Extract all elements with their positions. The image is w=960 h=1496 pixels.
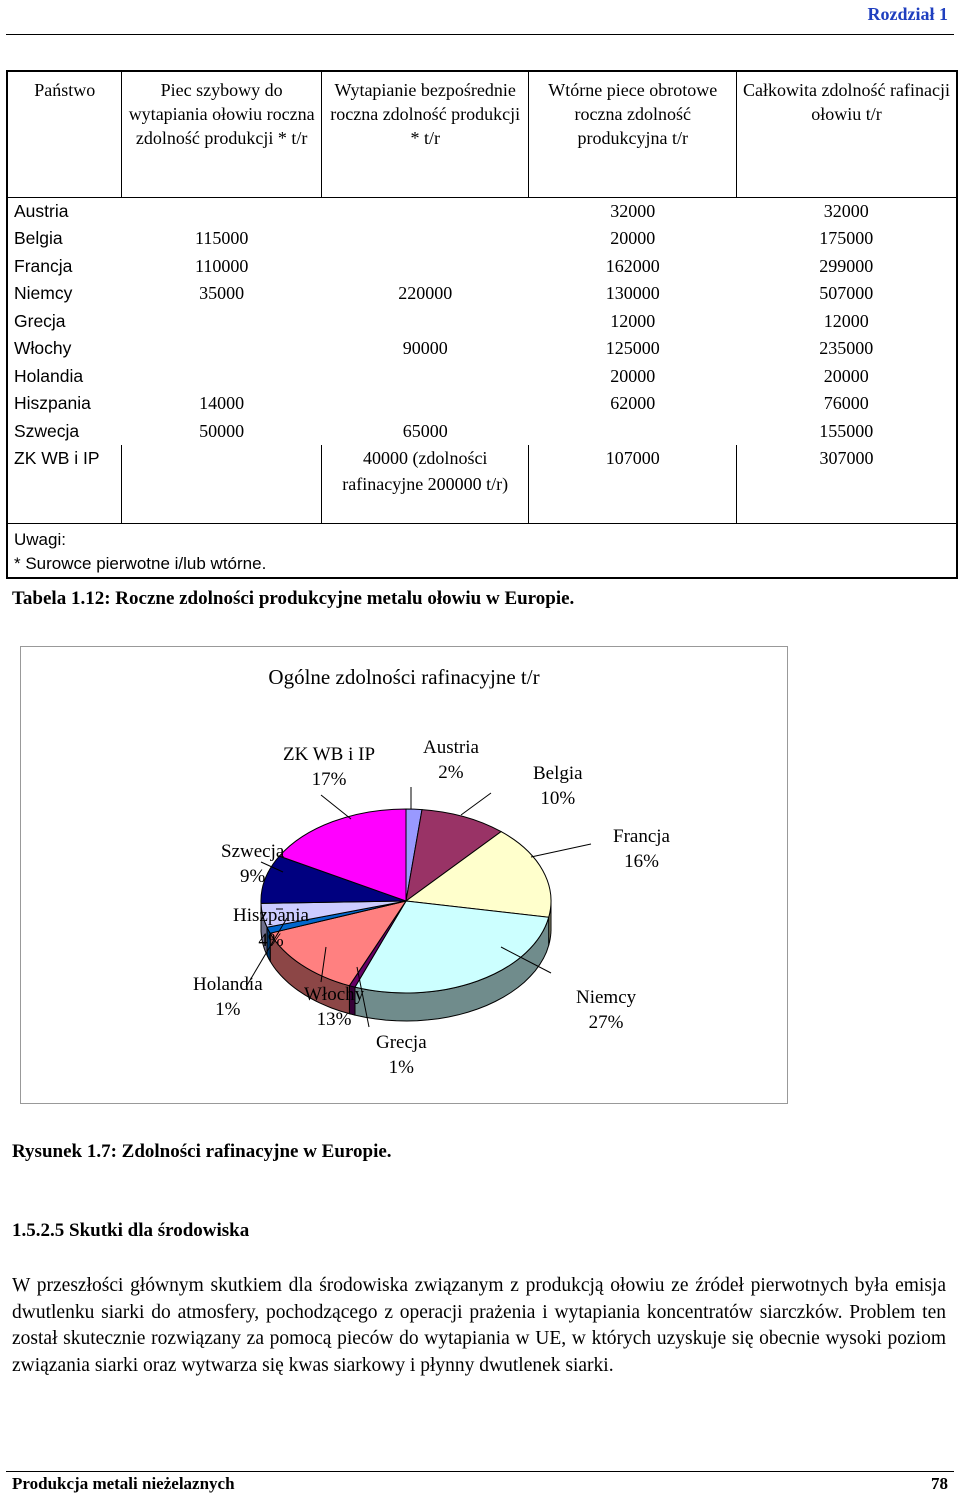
slice-name: Hiszpania xyxy=(233,905,309,926)
value-cell: 307000 xyxy=(737,445,957,524)
value-cell: 220000 xyxy=(398,283,453,303)
slice-label xyxy=(376,1030,427,1080)
value-cell: 162000 xyxy=(605,255,660,276)
footer-rule xyxy=(6,1471,954,1472)
country-cell: Niemcy xyxy=(14,283,73,303)
slice-percent: 9% xyxy=(239,866,266,887)
section-title: 1.5.2.5 Skutki dla środowiska xyxy=(12,1220,250,1241)
slice-percent: 27% xyxy=(588,1012,624,1033)
country-cell: Holandia xyxy=(14,365,84,386)
slice-name: ZK WB i IP xyxy=(283,744,376,765)
country-cell: Włochy xyxy=(14,338,72,358)
value-cell xyxy=(122,363,322,391)
header-shaft-furnace: Piec szybowy do wytapiania ołowiu roczna zdolność produkcji * t/r xyxy=(122,71,322,197)
value-cell: 32000 xyxy=(610,200,656,221)
value-cell: 12000 xyxy=(823,310,869,331)
slice-percent: 1% xyxy=(215,999,241,1020)
table-row xyxy=(7,390,957,418)
table-row xyxy=(7,280,957,308)
slice-leader-line xyxy=(321,795,351,819)
value-cell: 115000 xyxy=(194,228,249,248)
page-number: 78 xyxy=(931,1474,948,1493)
value-cell: 110000 xyxy=(194,255,249,276)
header-rule xyxy=(6,34,954,35)
slice-leader-line xyxy=(531,844,591,857)
value-cell: 76000 xyxy=(823,393,869,413)
slice-percent: 13% xyxy=(316,1009,352,1030)
header-total-capacity: Całkowita zdolność rafinacji ołowiu t/r xyxy=(737,71,957,197)
table-row xyxy=(7,197,957,225)
value-cell xyxy=(122,335,322,363)
footer-title: Produkcja metali nieżelaznych xyxy=(12,1474,235,1493)
slice-label xyxy=(423,735,479,785)
pie-chart-frame xyxy=(20,646,788,1104)
value-cell: 65000 xyxy=(402,420,448,441)
value-cell: 62000 xyxy=(610,393,656,413)
slice-label xyxy=(576,985,636,1035)
slice-name: Niemcy xyxy=(576,987,637,1008)
table-row xyxy=(7,363,957,391)
slice-label xyxy=(283,742,375,792)
table-row xyxy=(7,335,957,363)
value-cell xyxy=(529,418,737,446)
value-cell: 507000 xyxy=(819,283,874,303)
slice-label xyxy=(304,982,364,1032)
capacity-table xyxy=(6,70,958,579)
slice-percent: 4% xyxy=(258,930,284,951)
value-cell: 130000 xyxy=(605,283,660,303)
note-text: * Surowce pierwotne i/lub wtórne. xyxy=(14,554,267,573)
table-caption: Tabela 1.12: Roczne zdolności produkcyjne metalu ołowiu w Europie. xyxy=(12,588,575,609)
country-cell: Austria xyxy=(14,200,69,221)
value-cell xyxy=(122,445,322,524)
slice-name: Austria xyxy=(423,737,479,758)
chart-title: Ogólne zdolności rafinacyjne t/r xyxy=(268,665,540,689)
slice-name: Belgia xyxy=(533,763,583,784)
value-cell xyxy=(321,308,529,336)
value-cell xyxy=(122,308,322,336)
slice-percent: 17% xyxy=(311,769,347,790)
table-row xyxy=(7,445,957,524)
value-cell: 155000 xyxy=(819,420,874,441)
value-cell: 20000 xyxy=(823,365,869,386)
country-cell: Hiszpania xyxy=(14,393,91,413)
slice-leader-line xyxy=(461,793,491,815)
table-row xyxy=(7,225,957,253)
table-note-row xyxy=(7,524,957,579)
value-cell: 175000 xyxy=(819,228,874,248)
country-cell: Grecja xyxy=(14,310,66,331)
slice-label xyxy=(533,761,583,811)
value-cell: 20000 xyxy=(610,365,656,386)
country-cell: Francja xyxy=(14,255,73,276)
slice-label xyxy=(221,839,284,889)
slice-name: Włochy xyxy=(304,984,365,1005)
chapter-header: Rozdział 1 xyxy=(867,4,948,24)
value-cell: 40000 (zdolności rafinacyjne 200000 t/r) xyxy=(321,445,529,524)
value-cell: 299000 xyxy=(819,255,874,276)
slice-percent: 16% xyxy=(624,851,659,872)
section-paragraph: W przeszłości głównym skutkiem dla środowiska związanym z produkcją ołowiu ze źródeł pierwotnych była emisja dwutlenku siarki do atmosfery, pochodzącego z operacji prażenia i wytapiania koncentratów siarczków. Problem ten został skutecznie rozwiązany za pomocą pieców do wytapiania w UE, w których uzyskuje się obecnie wysoki poziom związania siarki oraz wytwarza się kwas siarkowy i płynny dwutlenek siarki. xyxy=(12,1275,946,1376)
value-cell xyxy=(321,363,529,391)
value-cell: 90000 xyxy=(402,338,448,358)
country-cell: Belgia xyxy=(14,228,63,248)
value-cell: 125000 xyxy=(605,338,660,358)
slice-name: Grecja xyxy=(376,1032,427,1053)
value-cell: 12000 xyxy=(610,310,656,331)
value-cell: 235000 xyxy=(819,338,874,358)
header-country: Państwo xyxy=(7,71,122,197)
slice-name: Szwecja xyxy=(221,841,285,862)
value-cell: 14000 xyxy=(199,393,245,413)
header-direct-smelting: Wytapianie bezpośrednie roczna zdolność produkcji * t/r xyxy=(321,71,529,197)
country-cell: Szwecja xyxy=(14,420,80,441)
value-cell: 50000 xyxy=(199,420,245,441)
value-cell xyxy=(321,390,529,418)
header-secondary-furnaces: Wtórne piece obrotowe roczna zdolność produkcyjna t/r xyxy=(529,71,737,197)
table-row xyxy=(7,308,957,336)
value-cell: 32000 xyxy=(823,200,869,221)
slice-label xyxy=(613,824,670,874)
slice-label xyxy=(193,972,263,1022)
value-cell xyxy=(321,197,529,225)
value-cell xyxy=(321,253,529,281)
slice-name: Francja xyxy=(613,826,670,847)
note-title: Uwagi: xyxy=(14,530,66,549)
value-cell xyxy=(122,197,322,225)
slice-name: Holandia xyxy=(193,974,263,995)
value-cell: 35000 xyxy=(199,283,245,303)
value-cell xyxy=(321,225,529,253)
value-cell: 107000 xyxy=(529,445,737,524)
table-row xyxy=(7,253,957,281)
slice-percent: 1% xyxy=(388,1057,414,1078)
slice-percent: 2% xyxy=(438,762,464,783)
country-cell: ZK WB i IP xyxy=(7,445,122,524)
slice-label xyxy=(233,903,309,953)
figure-caption: Rysunek 1.7: Zdolności rafinacyjne w Europie. xyxy=(12,1141,392,1162)
slice-percent: 10% xyxy=(540,788,576,809)
table-row xyxy=(7,418,957,446)
value-cell: 20000 xyxy=(610,228,656,248)
